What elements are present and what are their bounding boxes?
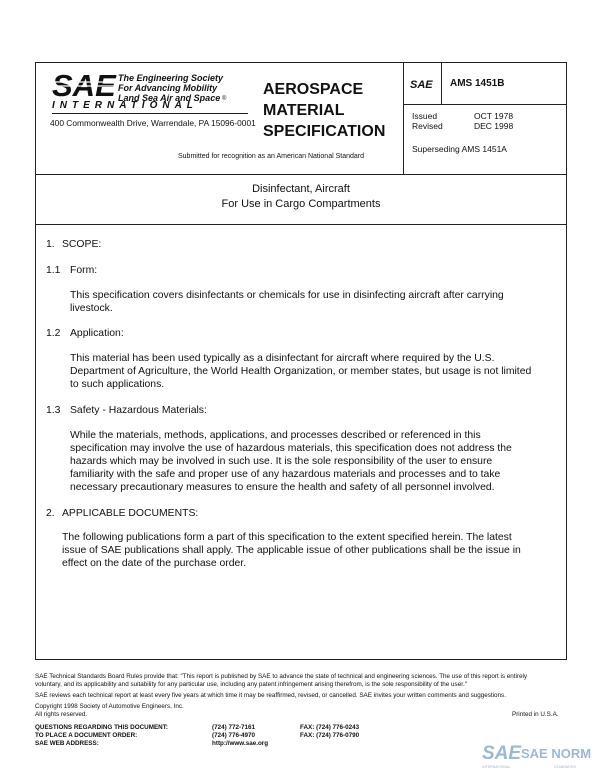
submitted-note: Submitted for recognition as an American National Standard — [178, 153, 364, 160]
paragraph-line: Department of Agriculture, the World Health Organization, or member states, but usage is not limited — [70, 366, 532, 377]
svg-text:SAE: SAE — [410, 79, 433, 91]
section-1-2-number: 1.2 — [46, 328, 61, 339]
svg-text:SAE: SAE — [482, 743, 522, 764]
spec-title — [263, 79, 385, 142]
spec-title-line-3: SPECIFICATION — [263, 123, 386, 140]
section-1-2-heading: Application: — [70, 328, 124, 339]
paragraph-line: issue of SAE publications shall apply. The applicable issue of other publications shall be the issue in — [62, 545, 521, 556]
header-divider — [35, 174, 567, 175]
paragraph-line: effect on the date of the purchase order. — [62, 558, 247, 569]
paragraph-line: livestock. — [70, 303, 113, 314]
document-title — [35, 182, 567, 212]
paragraph-line: While the materials, methods, applications, and processes described or referenced in this — [70, 430, 481, 441]
footer-printed: Printed in U.S.A. — [512, 711, 559, 718]
revised-label: Revised — [412, 121, 443, 131]
paragraph-line: necessary precautionary measures to ensure the health and safety of all personnel involved. — [70, 482, 495, 493]
svg-text:SAE: SAE — [52, 68, 116, 103]
section-1-3-heading: Safety - Hazardous Materials: — [70, 405, 207, 416]
section-2-paragraph — [62, 531, 542, 570]
footer-web-label: SAE WEB ADDRESS: — [35, 740, 99, 747]
section-1-1-paragraph — [70, 289, 550, 315]
section-1-number: 1. — [46, 239, 55, 250]
section-2-heading: APPLICABLE DOCUMENTS: — [62, 508, 199, 519]
paragraph-line: This specification covers disinfectants or chemicals for use in disinfecting aircraft after carrying — [70, 290, 504, 301]
footer-questions-fax: FAX: (724) 776-0243 — [300, 724, 360, 731]
paragraph-line: The following publications form a part of this specification to the extent specified herein. The latest — [62, 532, 512, 543]
document-title-line-2: For Use in Cargo Compartments — [221, 198, 381, 210]
svg-text:INTERNATIONAL: INTERNATIONAL — [482, 765, 511, 769]
section-2-number: 2. — [46, 508, 55, 519]
revised-date: DEC 1998 — [474, 121, 514, 131]
sae-small-logo — [410, 78, 434, 90]
issued-label: Issued — [412, 111, 438, 121]
header-column-divider — [403, 62, 404, 174]
svg-text:STANDARDS: STANDARDS — [554, 765, 576, 769]
org-line-3: Land Sea Air and Space — [118, 93, 221, 103]
org-tagline — [118, 73, 223, 103]
paragraph-line: This material has been used typically as a disinfectant for aircraft where required by the U.S. — [70, 353, 495, 364]
section-1-2-paragraph — [70, 352, 560, 391]
paragraph-line: hazards which may be involved in such use. It is the sole responsibility of the user to ensure — [70, 456, 493, 467]
logo-rule — [52, 113, 248, 114]
registered-mark: ® — [222, 96, 227, 102]
international-wordmark: INTERNATIONAL — [52, 100, 198, 111]
paragraph-line: specification may involve the use of hazardous materials, this specification does not address the — [70, 443, 512, 454]
org-line-1: The Engineering Society — [118, 73, 224, 83]
footer-rules-line-2: voluntary, and its applicability and suitability for any particular use, including any patent infringement arising therefrom, is the sole responsibility of the user." — [35, 681, 467, 688]
superseding: Superseding AMS 1451A — [412, 144, 507, 154]
section-1-heading: SCOPE: — [62, 239, 102, 250]
org-line-2: For Advancing Mobility — [118, 83, 218, 93]
paragraph-line: to such applications. — [70, 379, 165, 390]
footer-order-fax: FAX: (724) 776-0790 — [300, 732, 360, 739]
sae-norm-watermark — [482, 741, 592, 771]
section-1-3-paragraph — [70, 429, 550, 494]
footer-order-label: TO PLACE A DOCUMENT ORDER: — [35, 732, 138, 739]
title-divider — [35, 224, 567, 225]
document-title-line-1: Disinfectant, Aircraft — [252, 183, 350, 195]
svg-text:SAE NORM: SAE NORM — [521, 746, 592, 761]
section-1-1-number: 1.1 — [46, 265, 61, 276]
paragraph-line: familiarity with the safe and proper use of any hazardous materials and processes and to take — [70, 469, 501, 480]
ams-number: AMS 1451B — [450, 78, 505, 89]
footer-web-url: http://www.sae.org — [212, 740, 269, 747]
section-1-1-heading: Form: — [70, 265, 98, 276]
footer-rights: All rights reserved. — [35, 711, 88, 718]
section-1-3-number: 1.3 — [46, 405, 61, 416]
footer-order-phone: (724) 776-4970 — [212, 732, 256, 739]
footer-questions-label: QUESTIONS REGARDING THIS DOCUMENT: — [35, 724, 168, 731]
footer-questions-phone: (724) 772-7161 — [212, 724, 256, 731]
address: 400 Commonwealth Drive, Warrendale, PA 15096-0001 — [50, 118, 256, 128]
spec-title-line-1: AEROSPACE — [263, 81, 364, 98]
issued-date: OCT 1978 — [474, 111, 514, 121]
footer-copyright: Copyright 1998 Society of Automotive Engineers, Inc. — [35, 703, 184, 710]
footer-review: SAE reviews each technical report at least every five years at which time it may be reaffirmed, revised, or cancelled. SAE invites your written comments and suggestions. — [35, 692, 506, 699]
footer-rules-line-1: SAE Technical Standards Board Rules provide that: "This report is published by SAE to advance the state of technical and engineering sciences. The use of this report is entirely — [35, 673, 528, 680]
ams-box-divider — [441, 62, 442, 104]
ams-box-bottom — [403, 104, 567, 105]
spec-title-line-2: MATERIAL — [263, 102, 345, 119]
